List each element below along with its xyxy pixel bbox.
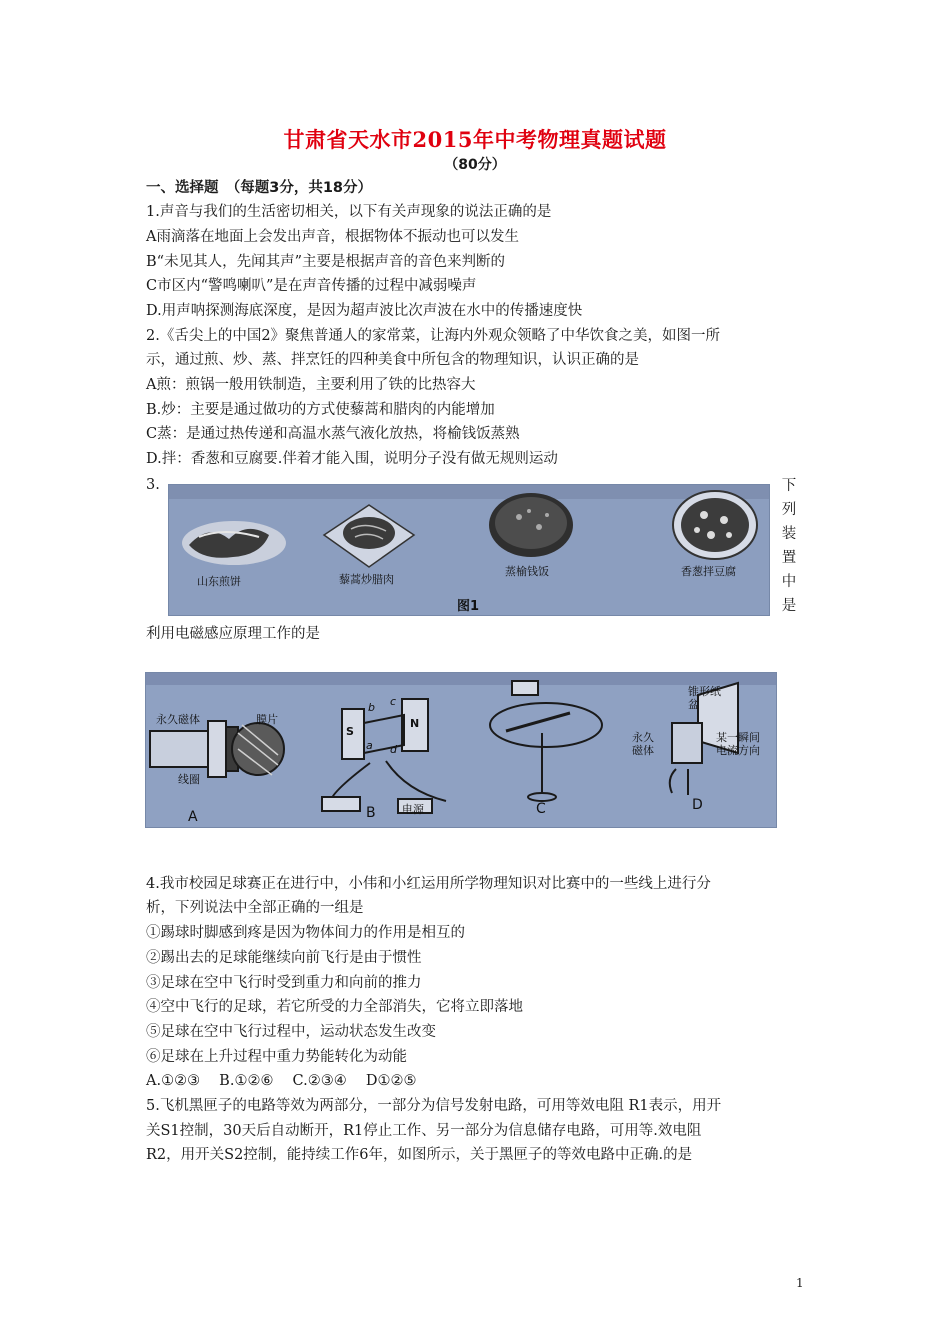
page-number: 1	[796, 1276, 804, 1290]
section-heading: 一、选择题 （每题3分，共18分）	[146, 180, 373, 196]
page-title: 甘肃省天水市2015年中考物理真题试题	[283, 127, 667, 152]
fig2-label-magnet: 永久磁体	[156, 713, 200, 726]
fig2-option-c: C	[536, 801, 546, 817]
steamed-rice-illustration	[489, 493, 573, 557]
fig2-label-c: c	[390, 695, 397, 708]
q2-stem-line2: 示，通过煎、炒、蒸、拌烹饪的四种美食中所包含的物理知识，认识正确的是	[146, 352, 639, 368]
q3-vertical-char: 下	[781, 478, 797, 494]
fig2-label-coil: 线圈	[178, 773, 200, 786]
q4-options: A.①②③ B.①②⑥ C.②③④ D①②⑤	[146, 1073, 417, 1089]
q3-vertical-char: 列	[781, 502, 797, 518]
fig1-label-1: 山东煎饼	[197, 575, 241, 588]
fig2-label-magnet-d: 永久磁体	[632, 731, 654, 757]
stir-fry-illustration	[324, 505, 414, 567]
q3-vertical-char: 是	[781, 598, 797, 614]
q2-option-d: D.拌：香葱和豆腐要.伴着才能入围，说明分子没有做无规则运动	[146, 451, 558, 467]
fig2-option-a: A	[188, 809, 198, 825]
q1-option-c: C市区内“警鸣喇叭”是在声音传播的过程中减弱噪声	[146, 278, 477, 294]
q2-option-b: B.炒：主要是通过做功的方式使藜蒿和腊肉的内能增加	[146, 402, 495, 418]
pancake-illustration	[182, 521, 286, 565]
fig2-label-s: S	[346, 725, 354, 738]
devices-illustration	[146, 673, 776, 827]
q1-option-a: A雨滴落在地面上会发出声音，根据物体不振动也可以发生	[146, 229, 519, 245]
fig2-label-b: b	[368, 701, 375, 714]
q2-option-c: C蒸：是通过热传递和高温水蒸气液化放热，将榆钱饭蒸熟	[146, 426, 520, 442]
q1-option-b: B“未见其人，先闻其声”主要是根据声音的音色来判断的	[146, 254, 505, 270]
q2-option-a: A煎：煎锅一般用铁制造，主要利用了铁的比热容大	[146, 377, 476, 393]
q4-stem-line1: 4.我市校园足球赛正在进行中，小伟和小红运用所学物理知识对比赛中的一些线上进行分	[146, 876, 711, 892]
q4-statement-3: ③足球在空中飞行时受到重力和向前的推力	[146, 975, 422, 991]
q1-stem: 1.声音与我们的生活密切相关，以下有关声现象的说法正确的是	[146, 204, 552, 220]
q4-statement-4: ④空中飞行的足球，若它所受的力全部消失，它将立即落地	[146, 999, 523, 1015]
q3-stem: 利用电磁感应原理工作的是	[146, 626, 320, 642]
device-a-microphone	[150, 721, 284, 777]
q3-vertical-text	[781, 474, 797, 618]
fig2-option-d: D	[692, 797, 703, 813]
q4-statement-6: ⑥足球在上升过程中重力势能转化为动能	[146, 1049, 407, 1065]
fig2-label-membrane: 膜片	[256, 713, 278, 726]
fig1-label-3: 蒸榆钱饭	[505, 565, 549, 578]
q4-statement-1: ①踢球时脚感到疼是因为物体间力的作用是相互的	[146, 925, 465, 941]
q5-line1: 5.飞机黑匣子的电路等效为两部分，一部分为信号发射电路，可用等效电阻 R1表示，用开	[146, 1098, 722, 1114]
q5-line2: 关S1控制，30天后自动断开，R1停止工作、另一部分为信息储存电路，可用等.效电阻	[146, 1123, 702, 1139]
device-b-generator	[322, 699, 446, 813]
fig2-option-b: B	[366, 805, 376, 821]
total-score: （80分）	[444, 157, 506, 173]
fig1-caption: 图1	[457, 599, 480, 614]
q4-stem-line2: 析，下列说法中全部正确的一组是	[146, 900, 364, 916]
fig2-label-d: d	[390, 743, 397, 756]
q4-statement-2: ②踢出去的足球能继续向前飞行是由于惯性	[146, 950, 422, 966]
tofu-illustration	[673, 491, 757, 559]
fig1-label-2: 藜蒿炒腊肉	[339, 573, 394, 586]
fig2-label-n: N	[410, 717, 420, 730]
q1-option-d: D.用声呐探测海底深度，是因为超声波比次声波在水中的传播速度快	[146, 303, 583, 319]
fig2-label-battery: 电源	[402, 803, 424, 816]
fig1-label-4: 香葱拌豆腐	[681, 565, 736, 578]
q2-stem-line1: 2.《舌尖上的中国2》聚焦普通人的家常菜，让海内外观众领略了中华饮食之美，如图一所	[146, 328, 721, 344]
fig2-label-cone: 锥形纸盆	[688, 685, 721, 711]
q3-vertical-char: 置	[781, 550, 797, 566]
figure-1-food-photo	[168, 484, 770, 616]
q5-line3: R2，用开关S2控制，能持续工作6年，如图所示，关于黑匣子的等效电路中正确.的是	[146, 1147, 693, 1163]
q4-statement-5: ⑤足球在空中飞行过程中，运动状态发生改变	[146, 1024, 436, 1040]
fig2-label-current: 某一瞬间电流方向	[716, 731, 760, 757]
figure-2-devices-photo	[145, 672, 777, 828]
q3-vertical-char: 装	[781, 526, 797, 542]
device-c-oersted	[490, 681, 602, 801]
q3-vertical-char: 中	[781, 574, 797, 590]
q3-number: 3.	[146, 477, 160, 493]
fig2-label-a: a	[366, 739, 373, 752]
